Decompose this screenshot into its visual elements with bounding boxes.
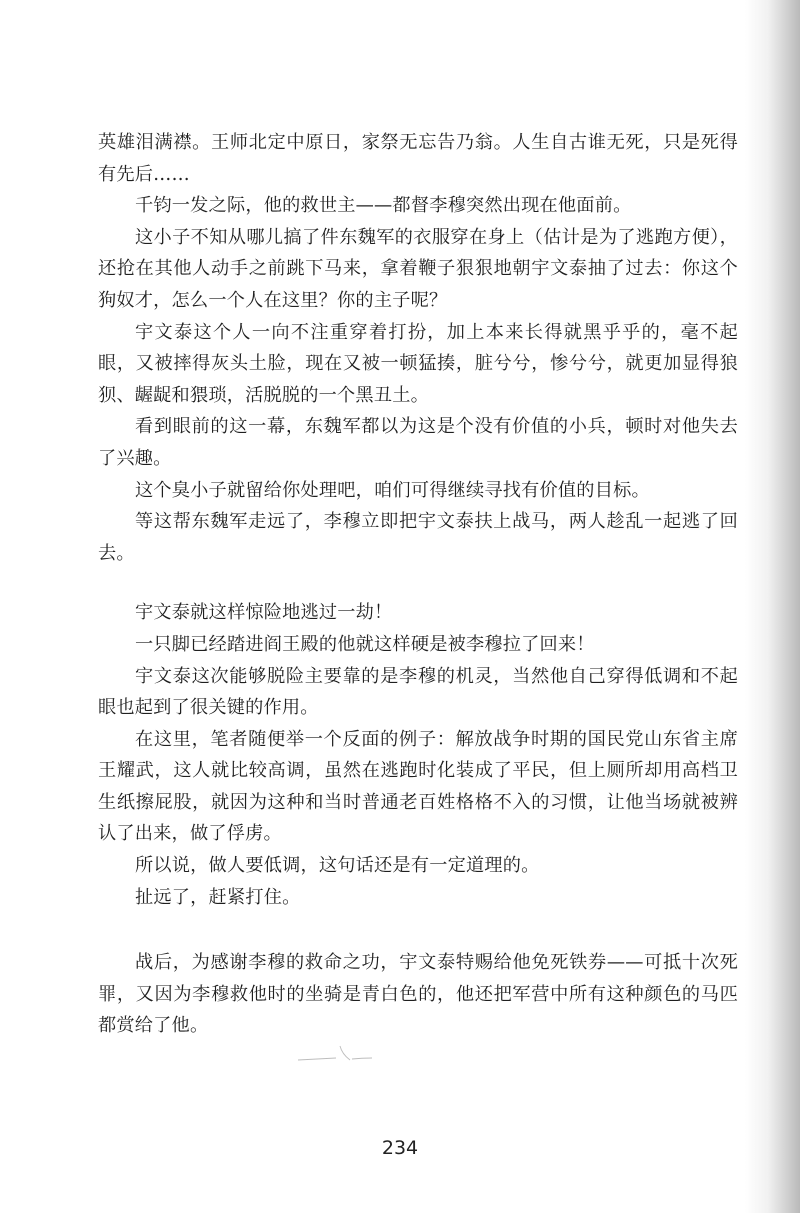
paragraph-10: 宇文泰这次能够脱险主要靠的是李穆的机灵，当然他自己穿得低调和不起眼也起到了很关键的作用。 (98, 665, 738, 719)
paragraph-12: 所以说，做人要低调，这句话还是有一定道理的。 (135, 855, 540, 877)
paragraph-8: 宇文泰就这样惊险地逃过一劫！ (135, 602, 393, 624)
paragraph-3: 这小子不知从哪儿搞了件东魏军的衣服穿在身上（估计是为了逃跑方便），还抢在其他人动手之前跳下马来，拿着鞭子狠狠地朝宇文泰抽了过去：你这个狗奴才，怎么一个人在这里？你的主子呢？ (98, 226, 738, 311)
paragraph-2: 千钧一发之际，他的救世主——都督李穆突然出现在他面前。 (135, 195, 632, 217)
paragraph-6: 这个臭小子就留给你处理吧，咱们可得继续寻找有价值的目标。 (135, 479, 650, 501)
paragraph-1: 英雄泪满襟。王师北定中原日，家祭无忘告乃翁。人生自古谁无死，只是死得有先后…… (98, 132, 738, 185)
paragraph-11: 在这里，笔者随便举一个反面的例子：解放战争时期的国民党山东省主席王耀武，这人就比较高调，虽然在逃跑时化装成了平民，但上厕所却用高档卫生纸擦屁股，就因为这种和当时普通老百姓格格不入的习惯，让他当场就被辨认了出来，做了俘虏。 (98, 728, 738, 845)
pencil-mark (296, 1040, 376, 1070)
paragraph-5: 看到眼前的这一幕，东魏军都以为这是个没有价值的小兵，顿时对他失去了兴趣。 (98, 416, 738, 469)
paragraph-13: 扯远了，赶紧打住。 (135, 886, 301, 908)
body-text (98, 127, 738, 1042)
paragraph-4: 宇文泰这个人一向不注重穿着打扮，加上本来长得就黑乎乎的，毫不起眼，又被摔得灰头土脸，现在又被一顿猛揍，脏兮兮，惨兮兮，就更加显得狼狈、龌龊和猥琐，活脱脱的一个黑丑土。 (98, 321, 738, 406)
page-number: 234 (381, 1137, 419, 1159)
paragraph-7: 等这帮东魏军走远了，李穆立即把宇文泰扶上战马，两人趁乱一起逃了回去。 (98, 511, 738, 564)
section-break (98, 913, 738, 947)
paragraph-14: 战后，为感谢李穆的救命之功，宇文泰特赐给他免死铁券——可抵十次死罪，又因为李穆救他时的坐骑是青白色的，他还把军营中所有这种颜色的马匹都赏给了他。 (98, 952, 738, 1037)
section-break (98, 569, 738, 597)
paragraph-9: 一只脚已经踏进阎王殿的他就这样硬是被李穆拉了回来！ (135, 633, 595, 655)
